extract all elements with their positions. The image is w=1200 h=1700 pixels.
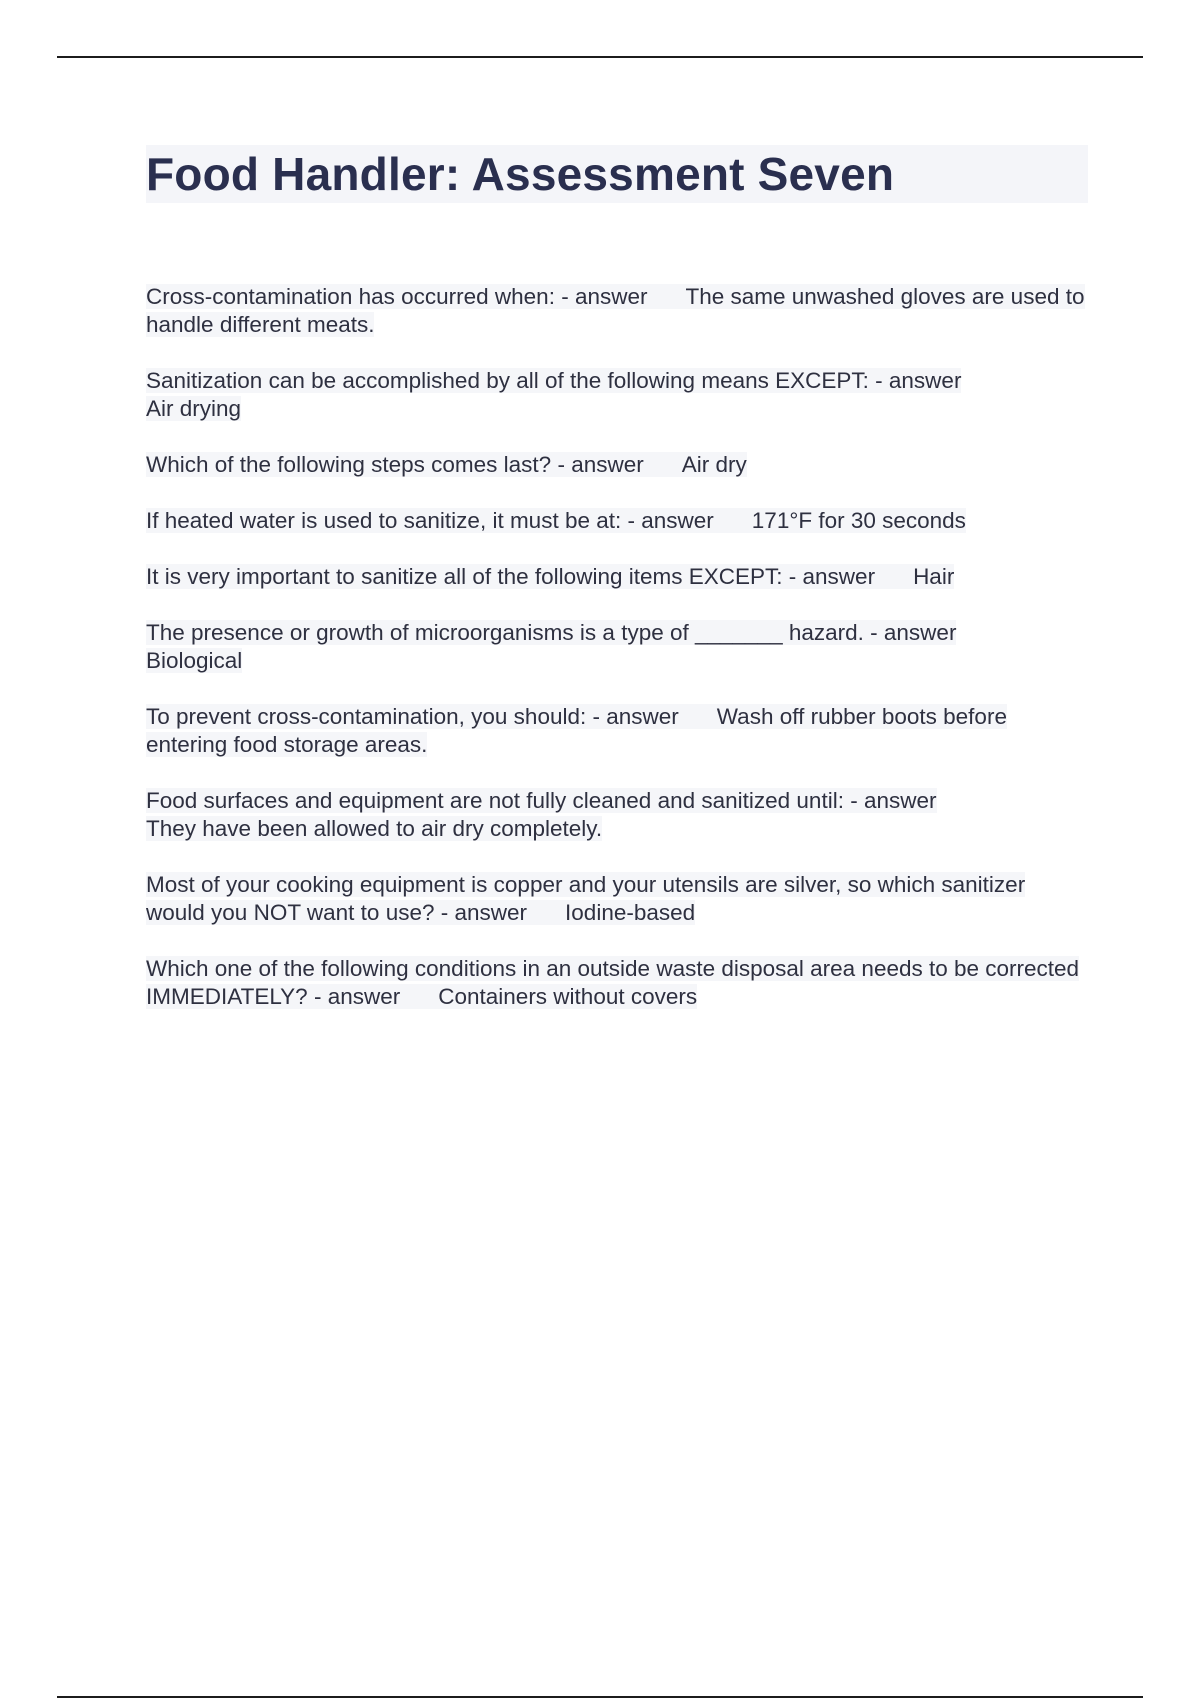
answer-text: Wash off rubber boots before entering food storage areas. [146, 704, 1007, 757]
answer-text: Containers without covers [438, 984, 698, 1009]
question-text: The presence or growth of microorganisms is a type of _______ hazard. [146, 620, 864, 645]
question-text: Cross-contamination has occurred when: [146, 284, 555, 309]
question-text: Sanitization can be accomplished by all of the following means EXCEPT: [146, 368, 869, 393]
answer-separator: - answer [627, 508, 714, 533]
answer-separator: - answer [557, 452, 644, 477]
answer-separator: - answer [875, 368, 962, 393]
question-text: Which one of the following conditions in an outside waste disposal area needs to be corrected IMMEDIATELY? [146, 956, 1080, 1009]
answer-text: Air dry [681, 452, 747, 477]
answer-separator: - answer [561, 284, 648, 309]
qa-item [146, 871, 1086, 927]
answer-separator: - answer [592, 704, 679, 729]
qa-list [146, 283, 1086, 1039]
answer-text: Biological [146, 648, 243, 673]
page-title: Food Handler: Assessment Seven [146, 145, 1088, 203]
question-text: Food surfaces and equipment are not fully cleaned and sanitized until: [146, 788, 844, 813]
answer-text: Iodine-based [565, 900, 696, 925]
question-text: If heated water is used to sanitize, it must be at: [146, 508, 622, 533]
answer-separator: - answer [870, 620, 957, 645]
answer-text: The same unwashed gloves are used to handle different meats. [146, 284, 1085, 337]
answer-separator: - answer [850, 788, 937, 813]
answer-text: They have been allowed to air dry completely. [146, 816, 603, 841]
qa-item [146, 619, 1086, 675]
question-text: Most of your cooking equipment is copper and your utensils are silver, so which sanitizer would you NOT want to use? [146, 872, 1026, 925]
top-rule [57, 56, 1143, 58]
qa-item [146, 451, 1086, 479]
answer-separator: - answer [313, 984, 401, 1009]
question-text: It is very important to sanitize all of the following items EXCEPT: [146, 564, 783, 589]
qa-item [146, 563, 1086, 591]
answer-separator: - answer [788, 564, 876, 589]
bottom-rule [57, 1696, 1143, 1698]
question-text: Which of the following steps comes last? [146, 452, 552, 477]
qa-item [146, 367, 1086, 423]
qa-item [146, 283, 1086, 339]
answer-text: Hair [913, 564, 955, 589]
answer-text: 171°F for 30 seconds [751, 508, 966, 533]
question-text: To prevent cross-contamination, you should: [146, 704, 587, 729]
qa-item [146, 787, 1086, 843]
qa-item [146, 507, 1086, 535]
answer-separator: - answer [440, 900, 528, 925]
qa-item [146, 703, 1086, 759]
qa-item [146, 955, 1086, 1011]
answer-text: Air drying [146, 396, 242, 421]
